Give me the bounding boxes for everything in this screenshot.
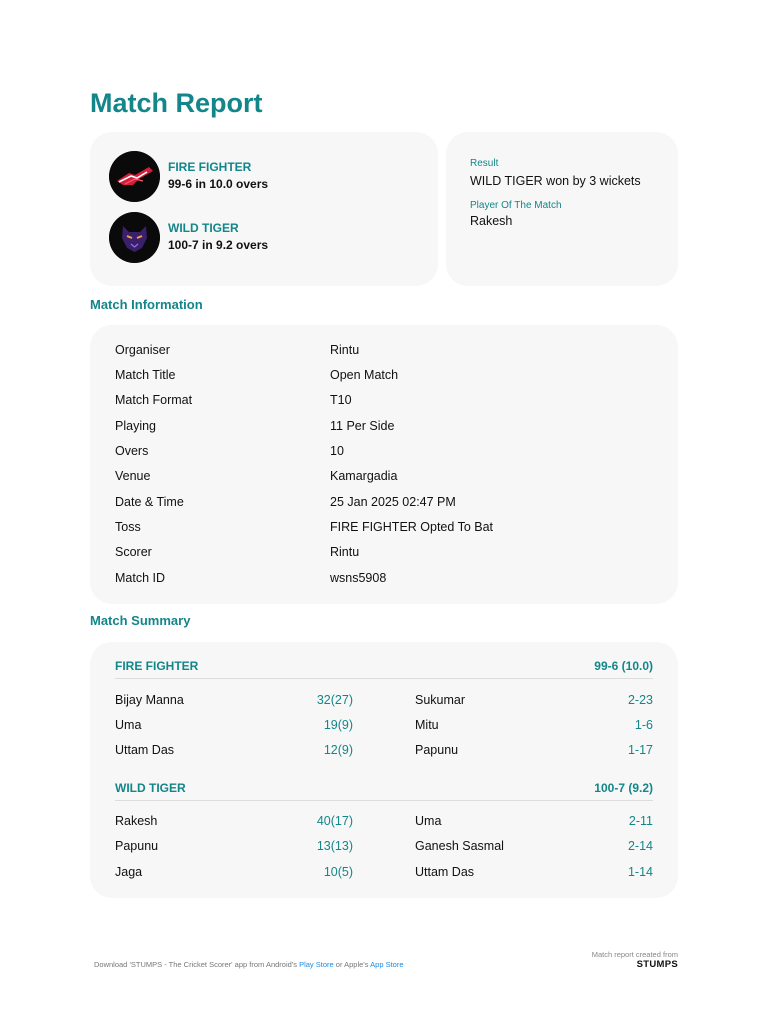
batter-name: Papunu xyxy=(115,839,159,853)
info-value: Rintu xyxy=(330,545,360,559)
innings-header xyxy=(115,781,653,801)
info-row xyxy=(115,495,655,515)
match-information-card xyxy=(90,325,678,604)
info-key: Scorer xyxy=(115,545,152,559)
team-score: 100-7 in 9.2 overs xyxy=(168,238,269,252)
batter-name: Uttam Das xyxy=(115,743,175,757)
play-store-link[interactable]: Play Store xyxy=(299,960,334,969)
team-row-wild-tiger xyxy=(109,212,268,263)
info-value: Open Match xyxy=(330,368,399,382)
team-name: WILD TIGER xyxy=(168,221,239,235)
page-title: Match Report xyxy=(90,88,263,118)
batter-figures: 13(13) xyxy=(316,839,353,853)
stumps-brand: STUMPS xyxy=(636,959,678,970)
info-key: Match ID xyxy=(115,571,166,585)
player-of-match-value: Rakesh xyxy=(470,214,513,228)
info-key: Overs xyxy=(115,444,149,458)
info-value: 10 xyxy=(330,444,344,458)
info-key: Match Format xyxy=(115,393,193,407)
team-row-fire-fighter xyxy=(109,151,268,202)
player-row xyxy=(115,865,653,883)
fire-fighter-logo xyxy=(109,151,160,202)
match-summary-card xyxy=(90,642,678,898)
innings-team: WILD TIGER xyxy=(115,781,186,795)
batter-name: Jaga xyxy=(115,865,143,879)
bowler-figures: 2-14 xyxy=(627,839,653,853)
match-information-heading: Match Information xyxy=(90,297,203,312)
batter-figures: 12(9) xyxy=(323,743,353,757)
footer-text: or Apple's xyxy=(333,960,371,969)
bowler-figures: 2-11 xyxy=(628,814,653,828)
innings-header xyxy=(115,659,653,679)
player-row xyxy=(115,743,653,761)
player-row xyxy=(115,693,653,711)
info-value: wsns5908 xyxy=(330,571,387,585)
footer-download-text xyxy=(94,960,404,969)
app-store-link[interactable]: App Store xyxy=(370,960,404,969)
info-key: Organiser xyxy=(115,343,170,357)
info-key: Match Title xyxy=(115,368,176,382)
batter-name: Bijay Manna xyxy=(115,693,184,707)
info-value: T10 xyxy=(330,393,352,407)
innings-score: 99-6 (10.0) xyxy=(594,659,653,673)
info-key: Playing xyxy=(115,419,156,433)
innings-score: 100-7 (9.2) xyxy=(594,781,653,795)
info-key: Toss xyxy=(115,520,141,534)
player-row xyxy=(115,814,653,832)
info-value: FIRE FIGHTER Opted To Bat xyxy=(330,520,494,534)
info-row xyxy=(115,444,655,464)
bowler-figures: 1-17 xyxy=(627,743,653,757)
batter-name: Uma xyxy=(115,718,142,732)
bowler-figures: 1-14 xyxy=(627,865,653,879)
batter-figures: 40(17) xyxy=(316,814,353,828)
info-row xyxy=(115,545,655,565)
player-row xyxy=(115,718,653,736)
info-row xyxy=(115,571,655,591)
info-row xyxy=(115,469,655,489)
bowler-figures: 1-6 xyxy=(634,718,653,732)
result-label: Result xyxy=(470,158,499,169)
batter-figures: 32(27) xyxy=(316,693,353,707)
info-row xyxy=(115,393,655,413)
info-row xyxy=(115,343,655,363)
team-score: 99-6 in 10.0 overs xyxy=(168,177,269,191)
info-value: 11 Per Side xyxy=(330,419,395,433)
info-value: Kamargadia xyxy=(330,469,398,483)
result-card xyxy=(446,132,678,286)
info-key: Venue xyxy=(115,469,151,483)
bowler-name: Ganesh Sasmal xyxy=(415,839,504,853)
info-value: 25 Jan 2025 02:47 PM xyxy=(330,495,456,509)
bowler-name: Papunu xyxy=(415,743,459,757)
info-value: Rintu xyxy=(330,343,360,357)
wild-tiger-logo xyxy=(109,212,160,263)
info-row xyxy=(115,368,655,388)
innings-team: FIRE FIGHTER xyxy=(115,659,199,673)
footer-created-text: Match report created from xyxy=(591,950,678,959)
bowler-name: Uttam Das xyxy=(415,865,475,879)
bowler-figures: 2-23 xyxy=(627,693,653,707)
team-name: FIRE FIGHTER xyxy=(168,160,252,174)
bowler-name: Mitu xyxy=(415,718,439,732)
result-value: WILD TIGER won by 3 wickets xyxy=(470,174,641,188)
bowler-name: Sukumar xyxy=(415,693,466,707)
footer-text: Download 'STUMPS - The Cricket Scorer' app from Android's xyxy=(94,960,300,969)
info-row xyxy=(115,419,655,439)
info-key: Date & Time xyxy=(115,495,184,509)
batter-figures: 10(5) xyxy=(323,865,353,879)
teams-card xyxy=(90,132,438,286)
info-row xyxy=(115,520,655,540)
match-summary-heading: Match Summary xyxy=(90,613,191,628)
batter-figures: 19(9) xyxy=(323,718,353,732)
bowler-name: Uma xyxy=(415,814,442,828)
footer-credit xyxy=(592,950,678,970)
player-row xyxy=(115,839,653,857)
player-of-match-label: Player Of The Match xyxy=(470,200,562,211)
batter-name: Rakesh xyxy=(115,814,158,828)
